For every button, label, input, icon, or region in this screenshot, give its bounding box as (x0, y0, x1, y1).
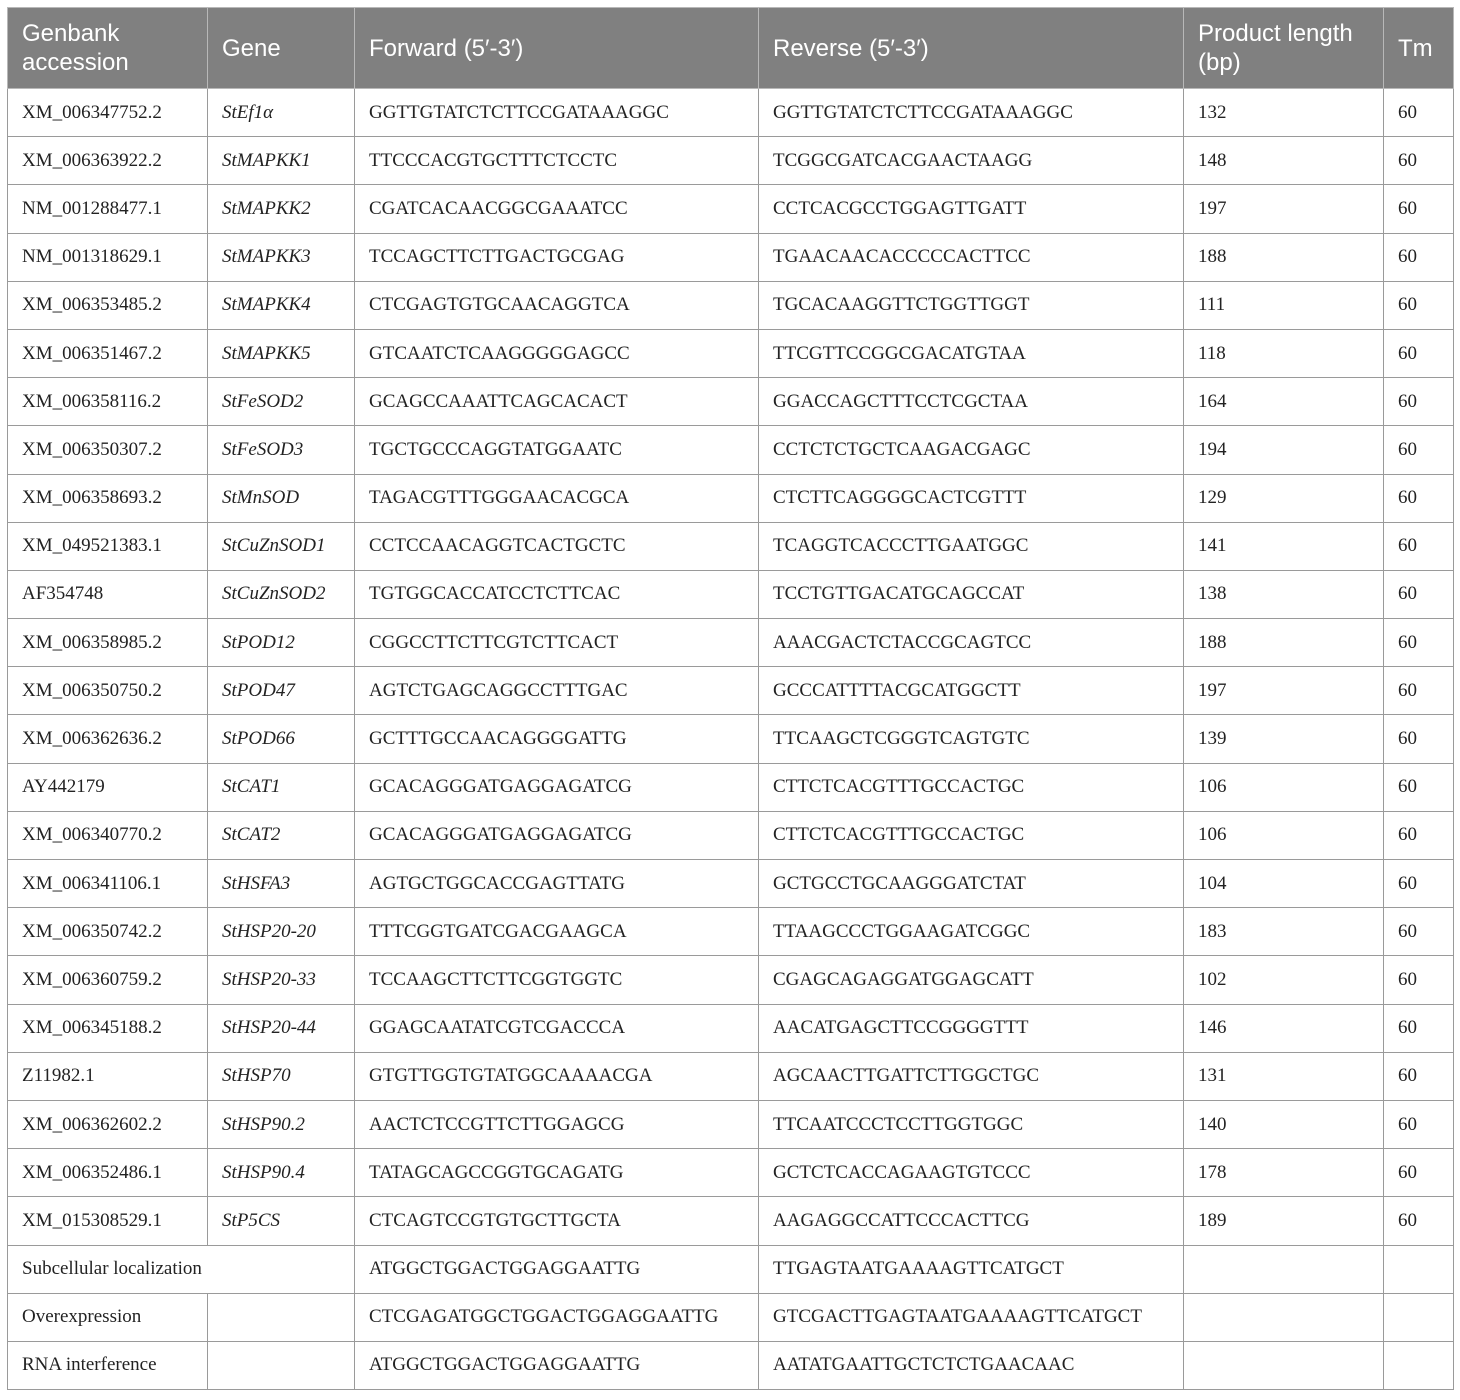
product-length-cell: 140 (1184, 1100, 1384, 1148)
forward-primer-cell: TCCAGCTTCTTGACTGCGAG (355, 233, 759, 281)
table-body (8, 89, 1454, 1390)
table-row (8, 1293, 1454, 1341)
accession-cell: XM_006360759.2 (8, 956, 208, 1004)
reverse-primer-cell: TTCAATCCCTCCTTGGTGGC (759, 1100, 1184, 1148)
forward-primer-cell: CGGCCTTCTTCGTCTTCACT (355, 619, 759, 667)
reverse-primer-cell: CTCTTCAGGGGCACTCGTTT (759, 474, 1184, 522)
table-row (8, 1197, 1454, 1245)
table-header (8, 8, 1454, 89)
construct-label-cell: Subcellular localization (8, 1245, 355, 1293)
gene-cell: StHSP90.2 (208, 1100, 355, 1148)
forward-primer-cell: TCCAAGCTTCTTCGGTGGTC (355, 956, 759, 1004)
accession-cell: XM_006358693.2 (8, 474, 208, 522)
tm-cell: 60 (1384, 1149, 1454, 1197)
reverse-primer-cell: AAGAGGCCATTCCCACTTCG (759, 1197, 1184, 1245)
product-length-cell: 148 (1184, 137, 1384, 185)
empty-tm-cell (1384, 1341, 1454, 1389)
tm-cell: 60 (1384, 185, 1454, 233)
product-length-cell: 197 (1184, 185, 1384, 233)
tm-cell: 60 (1384, 137, 1454, 185)
reverse-primer-cell: TGCACAAGGTTCTGGTTGGT (759, 281, 1184, 329)
gene-cell: StHSP90.4 (208, 1149, 355, 1197)
tm-cell: 60 (1384, 1100, 1454, 1148)
gene-cell: StMAPKK2 (208, 185, 355, 233)
product-length-cell: 131 (1184, 1052, 1384, 1100)
accession-cell: XM_006353485.2 (8, 281, 208, 329)
reverse-primer-cell: TTAAGCCCTGGAAGATCGGC (759, 908, 1184, 956)
accession-cell: XM_006345188.2 (8, 1004, 208, 1052)
table-row (8, 281, 1454, 329)
reverse-primer-cell: CTTCTCACGTTTGCCACTGC (759, 763, 1184, 811)
gene-cell: StFeSOD3 (208, 426, 355, 474)
gene-cell: StHSP20-44 (208, 1004, 355, 1052)
table-row (8, 378, 1454, 426)
reverse-primer-cell: AATATGAATTGCTCTCTGAACAAC (759, 1341, 1184, 1389)
tm-cell: 60 (1384, 570, 1454, 618)
table-row (8, 474, 1454, 522)
table-row (8, 89, 1454, 137)
accession-cell: AY442179 (8, 763, 208, 811)
tm-cell: 60 (1384, 1197, 1454, 1245)
product-length-cell: 189 (1184, 1197, 1384, 1245)
table-row (8, 619, 1454, 667)
header-accession: Genbank accession (8, 8, 208, 89)
forward-primer-cell: GTCAATCTCAAGGGGGAGCC (355, 329, 759, 377)
accession-cell: AF354748 (8, 570, 208, 618)
tm-cell: 60 (1384, 474, 1454, 522)
table-row (8, 715, 1454, 763)
gene-cell: StP5CS (208, 1197, 355, 1245)
tm-cell: 60 (1384, 233, 1454, 281)
gene-cell: StCAT2 (208, 811, 355, 859)
gene-cell: StMAPKK3 (208, 233, 355, 281)
tm-cell: 60 (1384, 811, 1454, 859)
product-length-cell: 106 (1184, 763, 1384, 811)
reverse-primer-cell: TGAACAACACCCCCACTTCC (759, 233, 1184, 281)
forward-primer-cell: CTCAGTCCGTGTGCTTGCTA (355, 1197, 759, 1245)
header-reverse: Reverse (5′-3′) (759, 8, 1184, 89)
accession-cell: XM_006362602.2 (8, 1100, 208, 1148)
forward-primer-cell: TTTCGGTGATCGACGAAGCA (355, 908, 759, 956)
empty-product-length-cell (1184, 1341, 1384, 1389)
header-product-length: Product length (bp) (1184, 8, 1384, 89)
reverse-primer-cell: CTTCTCACGTTTGCCACTGC (759, 811, 1184, 859)
gene-cell: StMAPKK5 (208, 329, 355, 377)
tm-cell: 60 (1384, 522, 1454, 570)
reverse-primer-cell: AAACGACTCTACCGCAGTCC (759, 619, 1184, 667)
accession-cell: XM_006350750.2 (8, 667, 208, 715)
table-row (8, 1100, 1454, 1148)
forward-primer-cell: GCACAGGGATGAGGAGATCG (355, 763, 759, 811)
product-length-cell: 102 (1184, 956, 1384, 1004)
table-row (8, 1004, 1454, 1052)
product-length-cell: 183 (1184, 908, 1384, 956)
reverse-primer-cell: TCCTGTTGACATGCAGCCAT (759, 570, 1184, 618)
empty-tm-cell (1384, 1245, 1454, 1293)
reverse-primer-cell: GTCGACTTGAGTAATGAAAAGTTCATGCT (759, 1293, 1184, 1341)
reverse-primer-cell: CCTCTCTGCTCAAGACGAGC (759, 426, 1184, 474)
product-length-cell: 164 (1184, 378, 1384, 426)
product-length-cell: 139 (1184, 715, 1384, 763)
construct-label-cell: RNA interference (8, 1341, 208, 1389)
tm-cell: 60 (1384, 908, 1454, 956)
tm-cell: 60 (1384, 329, 1454, 377)
table-row (8, 1149, 1454, 1197)
forward-primer-cell: GCACAGGGATGAGGAGATCG (355, 811, 759, 859)
gene-cell: StHSP20-20 (208, 908, 355, 956)
tm-cell: 60 (1384, 860, 1454, 908)
product-length-cell: 138 (1184, 570, 1384, 618)
gene-cell: StCAT1 (208, 763, 355, 811)
accession-cell: XM_006347752.2 (8, 89, 208, 137)
empty-gene-cell (208, 1293, 355, 1341)
tm-cell: 60 (1384, 89, 1454, 137)
table-row (8, 233, 1454, 281)
table-row (8, 908, 1454, 956)
forward-primer-cell: TATAGCAGCCGGTGCAGATG (355, 1149, 759, 1197)
construct-label-cell: Overexpression (8, 1293, 208, 1341)
reverse-primer-cell: TCAGGTCACCCTTGAATGGC (759, 522, 1184, 570)
gene-cell: StMAPKK1 (208, 137, 355, 185)
table-row (8, 811, 1454, 859)
product-length-cell: 141 (1184, 522, 1384, 570)
accession-cell: NM_001288477.1 (8, 185, 208, 233)
tm-cell: 60 (1384, 956, 1454, 1004)
gene-cell: StPOD47 (208, 667, 355, 715)
accession-cell: XM_006350307.2 (8, 426, 208, 474)
reverse-primer-cell: TTGAGTAATGAAAAGTTCATGCT (759, 1245, 1184, 1293)
gene-cell: StMAPKK4 (208, 281, 355, 329)
forward-primer-cell: GGTTGTATCTCTTCCGATAAAGGC (355, 89, 759, 137)
gene-cell: StMnSOD (208, 474, 355, 522)
accession-cell: XM_006340770.2 (8, 811, 208, 859)
reverse-primer-cell: AACATGAGCTTCCGGGGTTT (759, 1004, 1184, 1052)
tm-cell: 60 (1384, 619, 1454, 667)
gene-cell: StPOD12 (208, 619, 355, 667)
forward-primer-cell: ATGGCTGGACTGGAGGAATTG (355, 1245, 759, 1293)
table-row (8, 860, 1454, 908)
accession-cell: XM_006358985.2 (8, 619, 208, 667)
tm-cell: 60 (1384, 763, 1454, 811)
product-length-cell: 106 (1184, 811, 1384, 859)
accession-cell: XM_015308529.1 (8, 1197, 208, 1245)
product-length-cell: 111 (1184, 281, 1384, 329)
accession-cell: XM_006352486.1 (8, 1149, 208, 1197)
reverse-primer-cell: AGCAACTTGATTCTTGGCTGC (759, 1052, 1184, 1100)
tm-cell: 60 (1384, 281, 1454, 329)
reverse-primer-cell: GCTCTCACCAGAAGTGTCCC (759, 1149, 1184, 1197)
product-length-cell: 188 (1184, 619, 1384, 667)
accession-cell: XM_006363922.2 (8, 137, 208, 185)
product-length-cell: 104 (1184, 860, 1384, 908)
empty-tm-cell (1384, 1293, 1454, 1341)
accession-cell: XM_006351467.2 (8, 329, 208, 377)
header-tm: Tm (1384, 8, 1454, 89)
tm-cell: 60 (1384, 1052, 1454, 1100)
reverse-primer-cell: GCTGCCTGCAAGGGATCTAT (759, 860, 1184, 908)
forward-primer-cell: CGATCACAACGGCGAAATCC (355, 185, 759, 233)
table-row (8, 1341, 1454, 1389)
accession-cell: NM_001318629.1 (8, 233, 208, 281)
product-length-cell: 146 (1184, 1004, 1384, 1052)
reverse-primer-cell: TTCAAGCTCGGGTCAGTGTC (759, 715, 1184, 763)
accession-cell: XM_049521383.1 (8, 522, 208, 570)
table-row (8, 570, 1454, 618)
empty-gene-cell (208, 1341, 355, 1389)
reverse-primer-cell: CCTCACGCCTGGAGTTGATT (759, 185, 1184, 233)
empty-product-length-cell (1184, 1293, 1384, 1341)
reverse-primer-cell: CGAGCAGAGGATGGAGCATT (759, 956, 1184, 1004)
table-row (8, 763, 1454, 811)
table-row (8, 1245, 1454, 1293)
gene-cell: StFeSOD2 (208, 378, 355, 426)
forward-primer-cell: TAGACGTTTGGGAACACGCA (355, 474, 759, 522)
product-length-cell: 132 (1184, 89, 1384, 137)
empty-product-length-cell (1184, 1245, 1384, 1293)
reverse-primer-cell: GCCCATTTTACGCATGGCTT (759, 667, 1184, 715)
product-length-cell: 194 (1184, 426, 1384, 474)
reverse-primer-cell: TTCGTTCCGGCGACATGTAA (759, 329, 1184, 377)
forward-primer-cell: GGAGCAATATCGTCGACCCA (355, 1004, 759, 1052)
forward-primer-cell: TTCCCACGTGCTTTCTCCTC (355, 137, 759, 185)
forward-primer-cell: TGTGGCACCATCCTCTTCAC (355, 570, 759, 618)
gene-cell: StCuZnSOD1 (208, 522, 355, 570)
accession-cell: XM_006350742.2 (8, 908, 208, 956)
forward-primer-cell: GCTTTGCCAACAGGGGATTG (355, 715, 759, 763)
gene-cell: StHSFA3 (208, 860, 355, 908)
forward-primer-cell: GCAGCCAAATTCAGCACACT (355, 378, 759, 426)
forward-primer-cell: TGCTGCCCAGGTATGGAATC (355, 426, 759, 474)
accession-cell: XM_006362636.2 (8, 715, 208, 763)
gene-cell: StPOD66 (208, 715, 355, 763)
gene-cell: StEf1α (208, 89, 355, 137)
header-forward: Forward (5′-3′) (355, 8, 759, 89)
accession-cell: XM_006358116.2 (8, 378, 208, 426)
product-length-cell: 197 (1184, 667, 1384, 715)
table-row (8, 1052, 1454, 1100)
forward-primer-cell: AGTGCTGGCACCGAGTTATG (355, 860, 759, 908)
gene-cell: StHSP20-33 (208, 956, 355, 1004)
header-gene: Gene (208, 8, 355, 89)
forward-primer-cell: CTCGAGTGTGCAACAGGTCA (355, 281, 759, 329)
tm-cell: 60 (1384, 426, 1454, 474)
gene-cell: StCuZnSOD2 (208, 570, 355, 618)
table-row (8, 956, 1454, 1004)
accession-cell: XM_006341106.1 (8, 860, 208, 908)
reverse-primer-cell: TCGGCGATCACGAACTAAGG (759, 137, 1184, 185)
tm-cell: 60 (1384, 1004, 1454, 1052)
forward-primer-cell: AACTCTCCGTTCTTGGAGCG (355, 1100, 759, 1148)
forward-primer-cell: CTCGAGATGGCTGGACTGGAGGAATTG (355, 1293, 759, 1341)
product-length-cell: 178 (1184, 1149, 1384, 1197)
reverse-primer-cell: GGTTGTATCTCTTCCGATAAAGGC (759, 89, 1184, 137)
tm-cell: 60 (1384, 667, 1454, 715)
product-length-cell: 188 (1184, 233, 1384, 281)
product-length-cell: 129 (1184, 474, 1384, 522)
reverse-primer-cell: GGACCAGCTTTCCTCGCTAA (759, 378, 1184, 426)
forward-primer-cell: AGTCTGAGCAGGCCTTTGAC (355, 667, 759, 715)
tm-cell: 60 (1384, 715, 1454, 763)
accession-cell: Z11982.1 (8, 1052, 208, 1100)
table-row (8, 426, 1454, 474)
forward-primer-cell: GTGTTGGTGTATGGCAAAACGA (355, 1052, 759, 1100)
table-row (8, 522, 1454, 570)
table-row (8, 137, 1454, 185)
primer-table (7, 7, 1454, 1390)
forward-primer-cell: ATGGCTGGACTGGAGGAATTG (355, 1341, 759, 1389)
tm-cell: 60 (1384, 378, 1454, 426)
product-length-cell: 118 (1184, 329, 1384, 377)
table-row (8, 329, 1454, 377)
table-row (8, 185, 1454, 233)
forward-primer-cell: CCTCCAACAGGTCACTGCTC (355, 522, 759, 570)
gene-cell: StHSP70 (208, 1052, 355, 1100)
table-row (8, 667, 1454, 715)
